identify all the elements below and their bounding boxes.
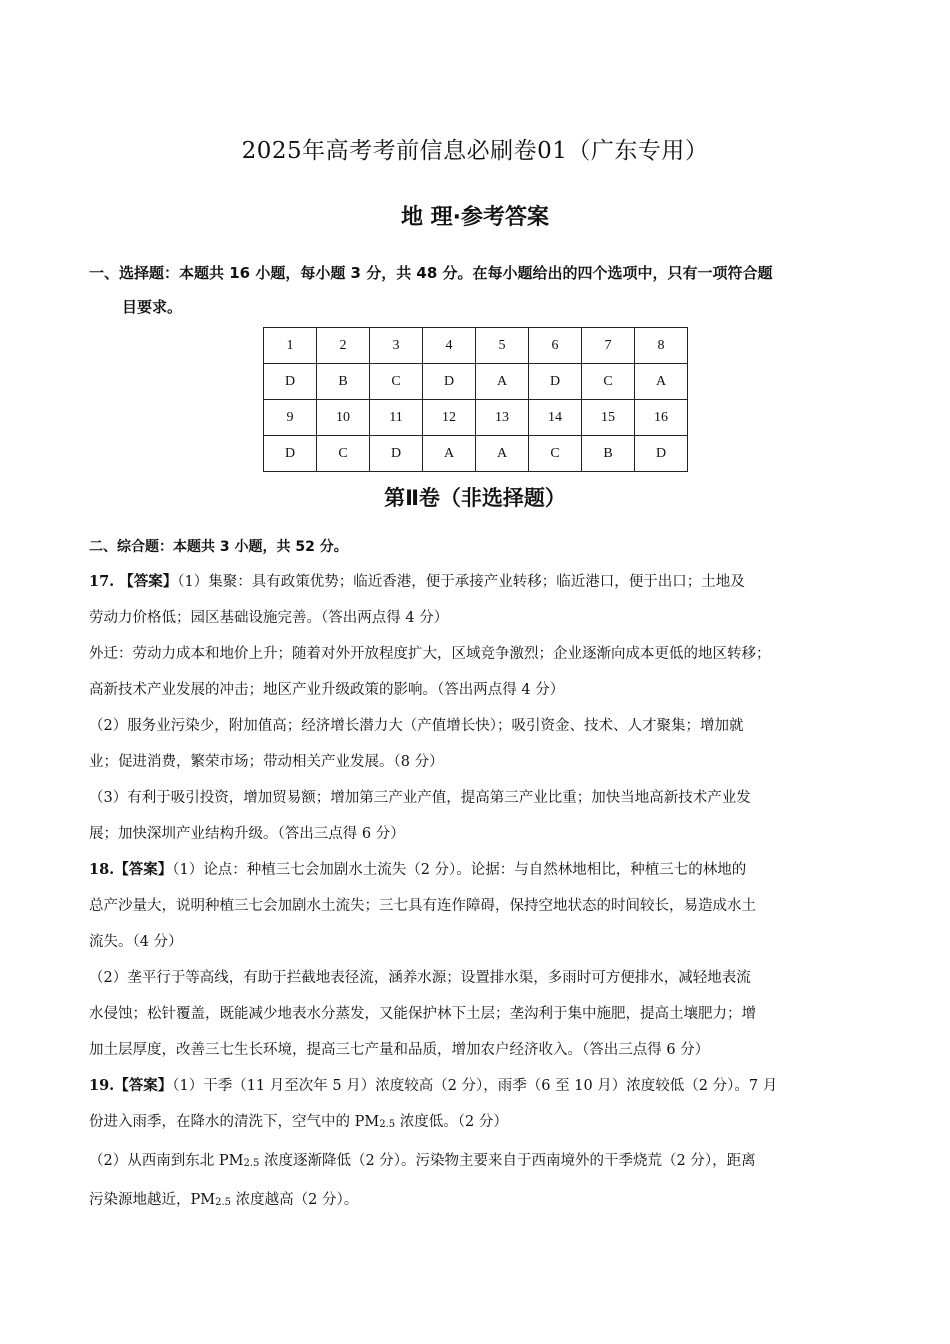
question-number-cell: 16 <box>635 400 688 436</box>
answer-cell: D <box>423 364 476 400</box>
question-number-cell: 7 <box>582 328 635 364</box>
question-number-cell: 10 <box>317 400 370 436</box>
question-number-cell: 8 <box>635 328 688 364</box>
answer-cell: A <box>423 436 476 472</box>
question-number-cell: 5 <box>476 328 529 364</box>
q19-line-1: 19.【答案】（1）干季（11 月至次年 5 月）浓度较高（2 分），雨季（6 至 10 月）浓度较低（2 分）。7 月 <box>89 1077 778 1094</box>
question-number-cell: 3 <box>370 328 423 364</box>
question-number-cell: 15 <box>582 400 635 436</box>
section1-line: 目要求。 <box>122 298 183 316</box>
page-subtitle: 地 理·参考答案 <box>400 205 550 230</box>
q19-line-4: 污染源地越近，$PM_{2.5}$ 浓度越高（2 分）。 <box>89 1192 359 1208</box>
q18-line-5: 水侵蚀；松针覆盖，既能减少地表水分蒸发，又能保护林下土层；垄沟利于集中施肥，提高土壤肥力；增 <box>89 1006 756 1022</box>
answer-cell: C <box>582 364 635 400</box>
answer-cell: A <box>476 436 529 472</box>
question-number-cell: 4 <box>423 328 476 364</box>
q18-label: 18.【答案】 <box>89 861 173 878</box>
question-number-cell: 2 <box>317 328 370 364</box>
table-row <box>264 436 688 472</box>
question-number-cell: 12 <box>423 400 476 436</box>
table-row <box>264 328 688 364</box>
pm-subscript: 2.5 <box>215 1197 232 1208</box>
q17-line-4: 高新技术产业发展的冲击；地区产业升级政策的影响。（答出两点得 4 分） <box>89 682 565 698</box>
answers-body <box>89 564 869 1221</box>
section1-line: 一、选择题：本题共 16 小题，每小题 3 分，共 48 分。在每小题给出的四个选项中，只有一项符合题 <box>89 264 773 282</box>
question-number-cell: 13 <box>476 400 529 436</box>
section2-heading: 二、综合题：本题共 3 小题，共 52 分。 <box>89 539 348 555</box>
answer-cell: D <box>370 436 423 472</box>
table-row <box>264 364 688 400</box>
answer-cell: C <box>370 364 423 400</box>
answer-cell: A <box>635 364 688 400</box>
answer-cell: D <box>529 364 582 400</box>
answer-table <box>263 327 688 472</box>
answer-cell: D <box>264 364 317 400</box>
question-number-cell: 11 <box>370 400 423 436</box>
question-number-cell: 6 <box>529 328 582 364</box>
question-number-cell: 9 <box>264 400 317 436</box>
q17-line-1: 17. 【答案】（1）集聚：具有政策优势；临近香港，便于承接产业转移；临近港口，便于出口；土地及 <box>89 573 745 590</box>
page-title: 2025年高考考前信息必刷卷01（广东专用） <box>241 138 709 164</box>
q17-line-2: 劳动力价格低；园区基础设施完善。（答出两点得 4 分） <box>89 610 449 626</box>
q18-line-2: 总产沙量大，说明种植三七会加剧水土流失；三七具有连作障碍，保持空地状态的时间较长，易造成水土 <box>89 898 756 914</box>
answer-cell: C <box>317 436 370 472</box>
q17-line-8: 展；加快深圳产业结构升级。（答出三点得 6 分） <box>89 826 405 842</box>
table-row <box>264 400 688 436</box>
answer-cell: C <box>529 436 582 472</box>
volume2-title: 第Ⅱ卷（非选择题） <box>384 486 566 510</box>
q17-line-7: （3）有利于吸引投资，增加贸易额；增加第三产业产值，提高第三产业比重；加快当地高新技术产业发 <box>89 790 751 806</box>
pm-subscript: 2.5 <box>379 1119 396 1130</box>
q18-line-4: （2）垄平行于等高线，有助于拦截地表径流，涵养水源；设置排水渠，多雨时可方便排水，减轻地表流 <box>89 970 751 986</box>
answer-cell: B <box>582 436 635 472</box>
q19-label: 19.【答案】 <box>89 1077 173 1094</box>
answer-cell: B <box>317 364 370 400</box>
section1-instructions <box>89 256 869 324</box>
q17-line-6: 业；促进消费，繁荣市场；带动相关产业发展。（8 分） <box>89 754 444 770</box>
q17-line-3: 外迁：劳动力成本和地价上升；随着对外开放程度扩大，区域竞争激烈；企业逐渐向成本更低的地区转移； <box>89 646 771 662</box>
q18-line-6: 加土层厚度，改善三七生长环境，提高三七产量和品质，增加农户经济收入。（答出三点得 6 分） <box>89 1042 710 1058</box>
q19-line-3: （2）从西南到东北 $PM_{2.5}$ 浓度逐渐降低（2 分）。污染物主要来自于西南境外的干季烧荒（2 分），距离 <box>89 1153 756 1169</box>
question-number-cell: 1 <box>264 328 317 364</box>
answer-cell: A <box>476 364 529 400</box>
q17-line-5: （2）服务业污染少，附加值高；经济增长潜力大（产值增长快）；吸引资金、技术、人才聚集；增加就 <box>89 718 744 734</box>
question-number-cell: 14 <box>529 400 582 436</box>
answer-cell: D <box>264 436 317 472</box>
q19-line-2: 份进入雨季，在降水的清洗下，空气中的 $PM_{2.5}$ 浓度低。（2 分） <box>89 1114 508 1130</box>
q18-line-1: 18.【答案】（1）论点：种植三七会加剧水土流失（2 分）。论据：与自然林地相比，种植三七的林地的 <box>89 861 747 878</box>
q18-line-3: 流失。（4 分） <box>89 934 183 950</box>
answer-cell: D <box>635 436 688 472</box>
q17-label: 17. 【答案】 <box>89 573 178 590</box>
pm-subscript: 2.5 <box>243 1158 260 1169</box>
